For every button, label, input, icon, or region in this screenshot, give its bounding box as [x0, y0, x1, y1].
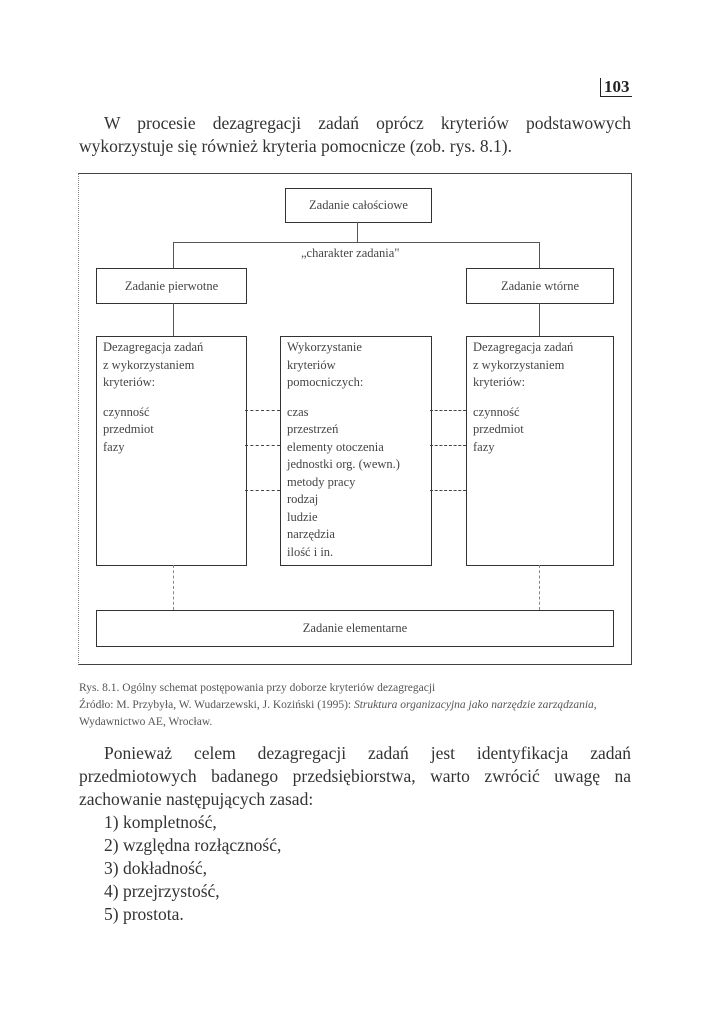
dash-link-right-czas [430, 410, 466, 411]
box-zadanie-pierwotne [96, 268, 247, 304]
body-paragraph-text: Ponieważ celem dezagregacji zadań jest identyfikacja zadań przedmiotowych badanego przedsiębiorstwa, warto zwrócić uwagę na zachowanie następujących zasad: [79, 743, 631, 809]
right-detail-header-2: z wykorzystaniem [473, 357, 565, 372]
box-zadanie-wtorne-label: Zadanie wtórne [500, 278, 580, 293]
right-detail-header-1: Dezagregacja zadań [473, 340, 574, 354]
intro-text: W procesie dezagregacji zadań oprócz kryteriów podstawowych wykorzystuje się również kryteria pomocnicze (zob. rys. 8.1). [79, 113, 631, 156]
caption-title: Rys. 8.1. Ogólny schemat postępowania przy doborze kryteriów dezagregacji [79, 682, 436, 694]
left-detail-item: przedmiot [103, 422, 154, 436]
figure-8-1-diagram [78, 173, 632, 665]
center-detail-item: ilość i in. [287, 544, 334, 559]
center-detail-header-1: Wykorzystanie [287, 340, 362, 354]
list-item: 5) prostota. [104, 904, 184, 924]
left-detail-item: fazy [103, 439, 125, 454]
dash-link-left-czas [245, 410, 280, 411]
connector-split-right [539, 242, 540, 268]
left-detail-header-3: kryteriów: [103, 375, 156, 389]
center-detail-item: narzędzia [287, 527, 335, 541]
figure-caption [79, 680, 631, 731]
box-zadanie-calosciowe-label: Zadanie całościowe [309, 198, 408, 212]
dash-link-left-rodzaj [245, 490, 280, 491]
center-detail-item: ludzie [287, 509, 318, 524]
left-detail-header-2: z wykorzystaniem [103, 357, 195, 372]
page-number: 103 [600, 78, 632, 97]
center-detail-item: metody pracy [287, 474, 356, 489]
connector-split-horizontal [173, 242, 539, 243]
dash-link-right-rodzaj [430, 490, 466, 491]
box-zadanie-elementarne [96, 610, 614, 647]
connector-top-vertical [357, 222, 358, 242]
caption-source-prefix: Źródło: M. Przybyła, W. Wudarzewski, J. Koziński (1995): [79, 699, 354, 711]
box-zadanie-calosciowe [285, 188, 432, 223]
box-right-detail [466, 336, 614, 566]
caption-source [79, 697, 631, 731]
split-criterion-label: „charakter zadania" [301, 246, 400, 260]
center-detail-item: przestrzeń [287, 422, 339, 436]
right-detail-item: fazy [473, 439, 495, 454]
box-center-detail [280, 336, 432, 566]
connector-right-to-bottom [539, 565, 540, 610]
body-paragraph [79, 742, 631, 811]
center-detail-item: jednostki org. (wewn.) [287, 457, 400, 471]
box-zadanie-pierwotne-label: Zadanie pierwotne [124, 278, 219, 293]
principles-list [104, 811, 281, 926]
list-item: 2) względna rozłączność, [104, 835, 282, 855]
dash-link-right-elementy [430, 445, 466, 446]
list-item: 4) przejrzystość, [104, 881, 220, 901]
center-detail-header-3: pomocniczych: [287, 375, 364, 389]
caption-source-title: Struktura organizacyjna jako narzędzie zarządzania [353, 699, 594, 711]
box-left-detail [96, 336, 247, 566]
connector-left-down [173, 303, 174, 336]
dash-link-left-elementy [245, 445, 280, 446]
center-detail-item: elementy otoczenia [287, 439, 384, 454]
list-item: 3) dokładność, [104, 858, 208, 878]
connector-right-down [539, 303, 540, 336]
list-item: 1) kompletność, [104, 812, 217, 832]
right-detail-item: czynność [473, 404, 520, 419]
left-detail-item: czynność [103, 404, 150, 419]
caption-source-suffix: , Wydawnictwo AE, Wrocław. [79, 699, 597, 728]
connector-left-to-bottom [173, 565, 174, 610]
center-detail-item: czas [287, 404, 309, 419]
intro-paragraph [79, 112, 631, 158]
left-detail-header-1: Dezagregacja zadań [103, 340, 204, 354]
right-detail-header-3: kryteriów: [473, 375, 526, 389]
right-detail-item: przedmiot [473, 422, 524, 436]
box-zadanie-elementarne-label: Zadanie elementarne [302, 621, 408, 635]
connector-split-left [173, 242, 174, 268]
center-detail-item: rodzaj [287, 492, 319, 506]
box-zadanie-wtorne [466, 268, 614, 304]
center-detail-header-2: kryteriów [287, 357, 336, 372]
